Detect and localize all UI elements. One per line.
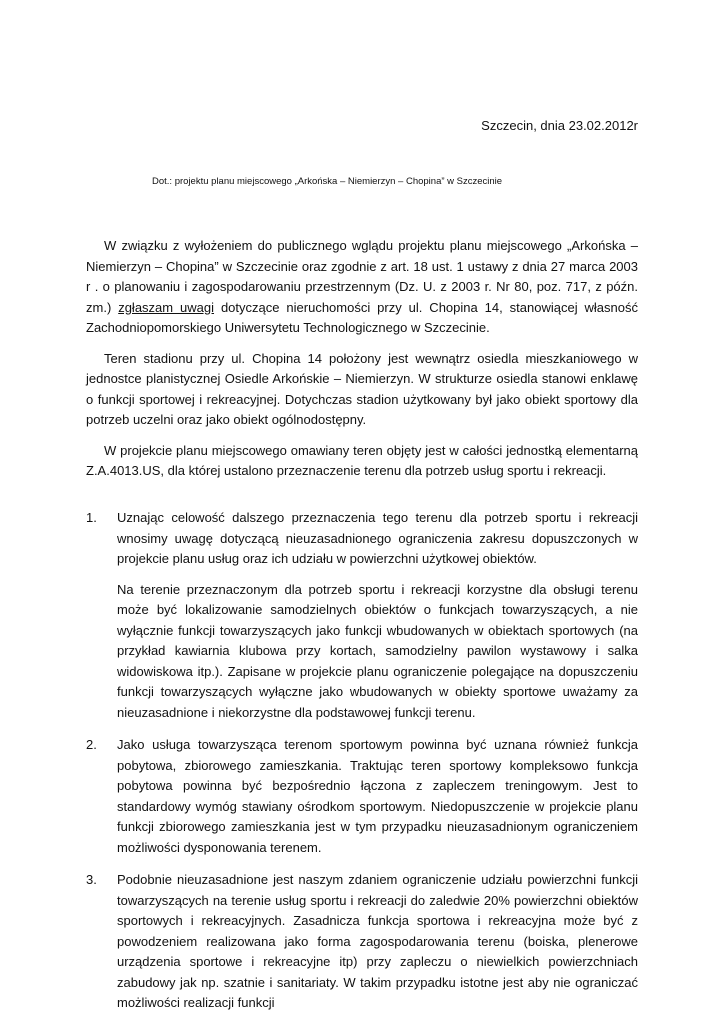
list-item-paragraph: Podobnie nieuzasadnione jest naszym zdaniem ograniczenie udziału powierzchni funkcji towarzyszących na terenie usług sportu i rekreacji do zaledwie 20% powierzchni obiektów sportowych i rekreacyjnych. Zasadnicza funkcja sportowa i rekreacyjna może być z powodzeniem realizowana jako forma zagospodarowania terenu (boiska, plenerowe urządzenia sportowe i rekreacyjne itp) przy zapleczu o niewielkich powierzchniach zabudowy jak np. szatnie i sanitariaty. W takim przypadku istotne jest aby nie ograniczać możliwości realizacji funkcji [117, 872, 638, 1010]
intro-paragraph-1 [86, 236, 638, 339]
intro-paragraph-3: W projekcie planu miejscowego omawiany teren objęty jest w całości jednostką elementarną Z.A.4013.US, dla której ustalono przeznaczenie terenu dla potrzeb usług sportu i rekreacji. [86, 442, 638, 478]
list-item-paragraph: Na terenie przeznaczonym dla potrzeb sportu i rekreacji korzystne dla obsługi terenu może być lokalizowanie samodzielnych obiektów o funkcjach towarzyszących, a nie wyłącznie funkcji towarzyszących jako funkcji wbudowanych w obiektach sportowych (na przykład kawiarnia klubowa przy kortach, samodzielny pawilon wystawowy i salka widowiskowa itp.). Zapisane w projekcie planu ograniczenie polegające na dopuszczeniu funkcji towarzyszących wyłączne jako wbudowanych w obiekty sportowe uważamy za nieuzasadnione i niekorzystne dla podstawowej funkcji terenu. [117, 581, 638, 720]
list-item-paragraph: Uznając celowość dalszego przeznaczenia tego terenu dla potrzeb sportu i rekreacji wnosimy uwagę dotyczącą nieuzasadnionego ograniczenia zakresu dopuszczonych w projekcie planu usług oraz ich udziału w powierzchni użytkowej obiektów. [117, 510, 638, 566]
document-subject: Dot.: projektu planu miejscowego „Arkońska – Niemierzyn – Chopina” w Szczecinie [152, 176, 503, 187]
document-date: Szczecin, dnia 23.02.2012r [481, 118, 638, 133]
list-item-number: 2. [86, 737, 97, 752]
intro-p1-text-after: dotyczące nieruchomości przy ul. Chopina 14, stanowiącej własność Zachodniopomorskiego Uniwersytetu Technologicznego w Szczecinie. [86, 299, 638, 335]
intro-p1-underlined: zgłaszam uwagi [118, 299, 215, 315]
list-item [86, 508, 638, 723]
list-item-paragraph: Jako usługa towarzysząca terenom sportowym powinna być uznana również funkcja pobytowa, zbiorowego zamieszkania. Traktując teren sportowy kompleksowo funkcja pobytowa powinna być bezpośrednio łączona z zapleczem treningowym. Jest to standardowy wymóg stawiany ośrodkom sportowym. Niedopuszczenie w projekcie planu funkcji zbiorowego zamieszkania jest w tym przypadku nieuzasadnionym ograniczeniem możliwości dysponowania terenem. [117, 737, 638, 855]
remarks-list [86, 508, 638, 1026]
list-item [86, 870, 638, 1014]
intro-p1-text-before: W związku z wyłożeniem do publicznego wglądu projektu planu miejscowego „Arkońska – Niemierzyn – Chopina” w Szczecinie oraz zgodnie z art. 18 ust. 1 ustawy z dnia 27 marca 2003 r . o planowaniu i zagospodarowaniu przestrzennym (Dz. U. z 2003 r. Nr 80, poz. 717, z późn. zm.) [86, 238, 638, 315]
list-item [86, 735, 638, 858]
list-item-number: 3. [86, 872, 97, 887]
intro-paragraph-2: Teren stadionu przy ul. Chopina 14 położony jest wewnątrz osiedla mieszkaniowego w jednostce planistycznej Osiedle Arkońskie – Niemierzyn. W strukturze osiedla stanowi enklawę o funkcji sportowej i rekreacyjnej. Dotychczas stadion użytkowany był jako obiekt sportowy dla potrzeb uczelni oraz jako obiekt ogólnodostępny. [86, 350, 638, 427]
intro-section [86, 236, 638, 492]
list-item-number: 1. [86, 510, 97, 525]
